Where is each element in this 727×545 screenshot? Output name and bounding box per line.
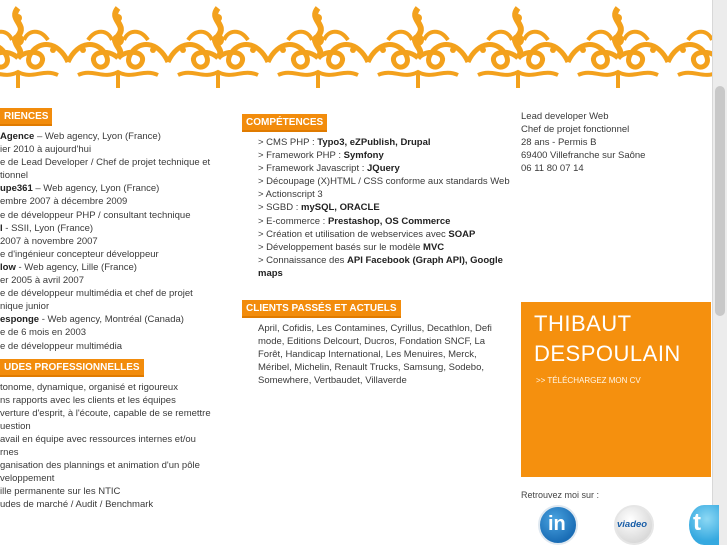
experience-text: – Web agency, Lyon (France) <box>32 183 160 195</box>
ornamental-banner <box>0 0 712 95</box>
experience-line <box>0 143 228 156</box>
last-name: DESPOULAIN <box>534 341 681 366</box>
skill-label: > E-commerce : <box>258 215 328 227</box>
experience-line <box>0 222 228 235</box>
experience-line <box>0 287 228 300</box>
experience-line <box>0 235 228 248</box>
skill-label: > Création et utilisation de webservices avec <box>258 228 449 240</box>
experience-text: e d'ingénieur concepteur développeur <box>0 248 159 260</box>
experience-line <box>0 300 228 313</box>
experience-line <box>0 248 228 261</box>
skill-label: > CMS PHP : <box>258 137 318 148</box>
quality-line: ille permanente sur les NTIC <box>0 486 121 498</box>
experience-text: nique junior <box>0 301 50 313</box>
experience-line <box>0 130 228 143</box>
linkedin-glyph: in <box>548 513 566 535</box>
experience-text: – Web agency, Lyon (France) <box>34 131 161 142</box>
experience-line <box>0 195 228 208</box>
skill-value: MVC <box>423 241 445 253</box>
quality-line: rnes <box>0 447 19 459</box>
experience-column <box>0 108 228 512</box>
skill-value: mySQL, ORACLE <box>301 202 380 214</box>
experience-company: esponge <box>0 314 40 326</box>
full-name <box>534 309 681 369</box>
download-cv-link[interactable]: >> TÉLÉCHARGEZ MON CV <box>536 376 641 385</box>
quality-line: ganisation des plannings et animation d'un pôle <box>0 460 200 472</box>
viadeo-icon[interactable] <box>614 505 654 545</box>
experience-text: embre 2007 à décembre 2009 <box>0 196 128 208</box>
skill-value: API Facebook (Graph API), Google maps <box>258 254 503 279</box>
experience-text: tionnel <box>0 170 28 182</box>
skill-item <box>258 215 512 228</box>
scrollbar-thumb[interactable] <box>715 86 725 316</box>
experience-text: e de développeur multimédia et chef de projet <box>0 288 193 300</box>
experience-text: 2007 à novembre 2007 <box>0 235 98 247</box>
experience-text: e de Lead Developer / Chef de projet technique et <box>0 157 211 169</box>
contact-age: 28 ans - Permis B <box>521 137 597 149</box>
skill-label: > Framework Javascript : <box>258 163 368 175</box>
quality-line: udes de marché / Audit / Benchmark <box>0 499 154 511</box>
experience-text: - Web agency, Lille (France) <box>15 261 137 273</box>
skill-value: JQuery <box>367 163 400 175</box>
experience-text: - SSII, Lyon (France) <box>2 222 94 234</box>
contact-phone: 06 11 80 07 14 <box>521 163 584 175</box>
experience-text: e de développeur multimédia <box>0 340 122 352</box>
skill-label: > Découpage (X)HTML / CSS conforme aux standards Web <box>258 176 510 188</box>
quality-line: veloppement <box>0 473 55 485</box>
skill-value: Prestashop, OS Commerce <box>327 215 451 227</box>
linkedin-icon[interactable] <box>538 505 578 545</box>
skill-value: SOAP <box>448 228 476 240</box>
quality-line: avail en équipe avec ressources internes et/ou <box>0 433 196 445</box>
skill-item <box>258 188 512 201</box>
follow-label: Retrouvez moi sur : <box>521 490 600 500</box>
experience-text: e de 6 mois en 2003 <box>0 327 87 339</box>
skill-item <box>258 136 512 149</box>
clients-title: CLIENTS PASSÉS ET ACTUELS <box>242 300 401 318</box>
experience-text: - Web agency, Montréal (Canada) <box>39 314 184 326</box>
skill-value: Typo3, eZPublish, Drupal <box>317 137 431 148</box>
experience-company: Agence <box>0 131 35 142</box>
skill-item <box>258 254 512 280</box>
skill-item <box>258 149 512 162</box>
skill-item <box>258 241 512 254</box>
skill-item <box>258 175 512 188</box>
experience-line <box>0 326 228 339</box>
skill-item <box>258 201 512 214</box>
experience-title: RIENCES <box>0 108 52 126</box>
skill-item <box>258 162 512 175</box>
contact-city: 69400 Villefranche sur Saône <box>521 150 646 162</box>
contact-info <box>521 110 711 175</box>
experience-text: e de développeur PHP / consultant technique <box>0 209 191 221</box>
first-name: THIBAUT <box>534 311 632 336</box>
clients-text: April, Cofidis, Les Contamines, Cyrillus, Decathlon, Defi mode, Editions Delcourt, Ducros, Fondation SNCF, La Forêt, Handicap International, Les Menuires, Merck, Méribel, Michelin, Renault Trucks, Samsung, Sodebo, Somewhere, Vertbaudet, Villaverde <box>258 323 492 387</box>
experience-list <box>0 130 228 353</box>
skill-label: > Développement basés sur le modèle <box>258 241 424 253</box>
name-box <box>521 302 711 477</box>
skills-title: COMPÉTENCES <box>242 114 327 132</box>
experience-company: upe361 <box>0 183 33 195</box>
experience-line <box>0 156 228 169</box>
skill-label: > Framework PHP : <box>258 150 344 162</box>
skill-label: > Actionscript 3 <box>258 189 323 201</box>
quality-line: verture d'esprit, à l'écoute, capable de se remettre <box>0 407 211 419</box>
experience-line <box>0 182 228 195</box>
qualities-list <box>0 381 228 512</box>
experience-line <box>0 261 228 274</box>
skill-label: > SGBD : <box>258 202 302 214</box>
skill-label: > Connaissance des <box>258 254 347 266</box>
qualities-title: UDES PROFESSIONNELLES <box>0 359 144 377</box>
quality-line: ns rapports avec les clients et les équipes <box>0 394 176 406</box>
experience-line <box>0 209 228 222</box>
twitter-glyph: t <box>693 509 701 536</box>
skill-item <box>258 228 512 241</box>
experience-text: ier 2010 à aujourd'hui <box>0 144 92 156</box>
experience-line <box>0 313 228 326</box>
quality-line: tonome, dynamique, organisé et rigoureux <box>0 381 178 393</box>
experience-line <box>0 169 228 182</box>
experience-text: er 2005 à avril 2007 <box>0 275 84 287</box>
skills-column <box>242 114 512 388</box>
viadeo-glyph: viadeo <box>617 519 648 530</box>
experience-company: low <box>0 261 16 273</box>
skills-list <box>242 136 512 280</box>
contact-role: Chef de projet fonctionnel <box>521 124 630 136</box>
experience-company: l <box>0 222 3 234</box>
page-scrollbar[interactable] <box>712 0 727 545</box>
experience-line <box>0 274 228 287</box>
skill-value: Symfony <box>343 150 384 162</box>
quality-line: uestion <box>0 420 31 432</box>
twitter-icon[interactable] <box>689 505 719 545</box>
experience-line <box>0 340 228 353</box>
contact-title: Lead developer Web <box>521 111 609 122</box>
